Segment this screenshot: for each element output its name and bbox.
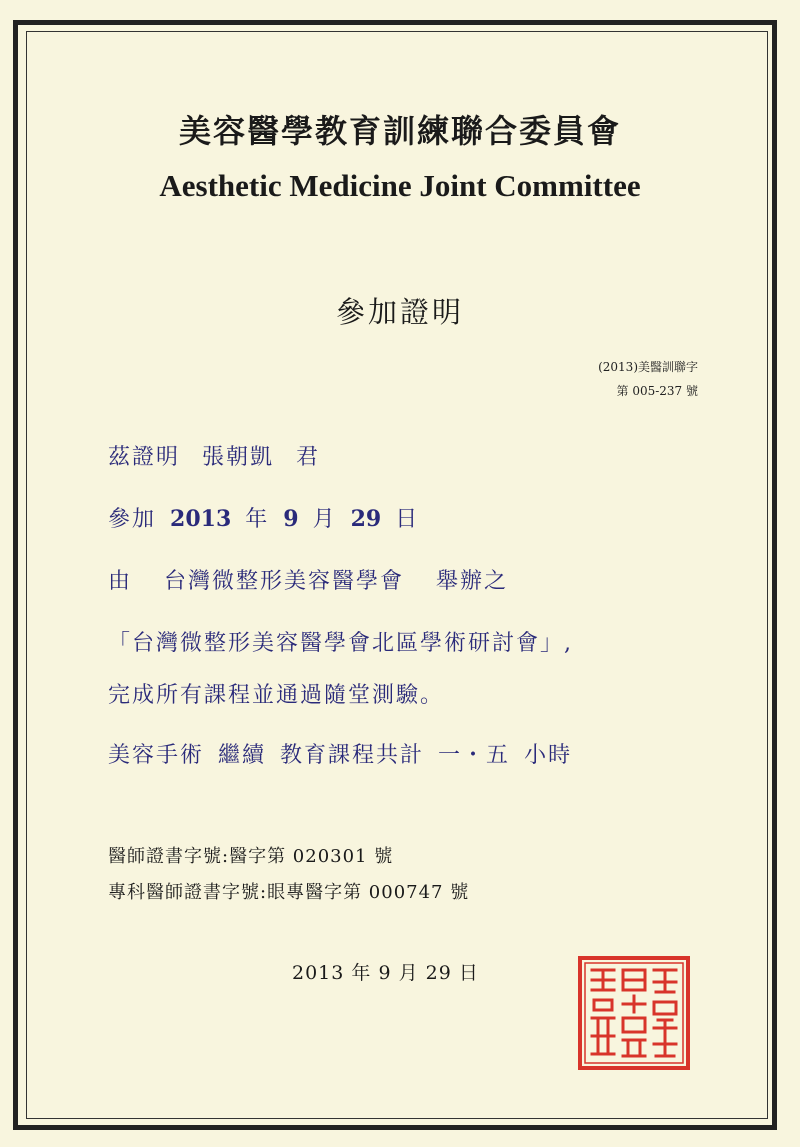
honorific: 君 — [296, 445, 321, 470]
org-title-chinese: 美容醫學教育訓練聯合委員會 — [178, 112, 621, 150]
organizer-line — [108, 564, 508, 595]
course-name-line: 「台灣微整形美容醫學會北區學術研討會」, — [108, 631, 573, 656]
attend-year: 2013 — [170, 506, 232, 532]
specialist-license: 專科醫師證書字號:眼專醫字第 000747 號 — [108, 882, 470, 903]
completion-line: 完成所有課程並通過隨堂測驗。 — [108, 683, 445, 708]
by-prefix: 由 — [108, 569, 133, 594]
year-unit: 年 — [245, 507, 270, 532]
issue-year-unit: 年 — [351, 962, 372, 984]
day-unit: 日 — [395, 507, 420, 532]
month-unit: 月 — [312, 507, 337, 532]
organizer-name: 台灣微整形美容醫學會 — [164, 569, 405, 594]
hours-unit: 小時 — [524, 743, 573, 768]
credit-hours-line — [108, 738, 572, 769]
attend-month: 9 — [283, 506, 299, 532]
category: 美容手術 — [108, 743, 205, 768]
issue-month-unit: 月 — [398, 962, 419, 984]
held-suffix: 舉辦之 — [436, 569, 509, 594]
doctor-license: 醫師證書字號:醫字第 020301 號 — [108, 846, 394, 867]
attend-date-line — [108, 502, 419, 533]
issue-date — [292, 958, 479, 985]
issue-year: 2013 — [292, 962, 345, 984]
attend-day: 29 — [350, 506, 382, 532]
attest-prefix: 茲證明 — [108, 445, 181, 470]
continuing-label: 繼續 — [218, 743, 267, 768]
org-title-english: Aesthetic Medicine Joint Committee — [159, 168, 641, 203]
attest-line — [108, 440, 320, 471]
issue-month: 9 — [378, 962, 392, 984]
issue-day-unit: 日 — [458, 962, 479, 984]
red-seal-icon — [578, 956, 690, 1070]
hours-prefix: 教育課程共計 — [280, 743, 425, 768]
recipient-name: 張朝凱 — [202, 445, 275, 470]
reference-line-1: (2013)美醫訓聯字 — [598, 360, 698, 374]
hours-value: 一・五 — [438, 743, 511, 768]
attend-prefix: 參加 — [108, 507, 157, 532]
reference-line-2: 第 005-237 號 — [616, 384, 698, 398]
certificate-title: 參加證明 — [335, 295, 464, 329]
issue-day: 29 — [425, 962, 452, 984]
